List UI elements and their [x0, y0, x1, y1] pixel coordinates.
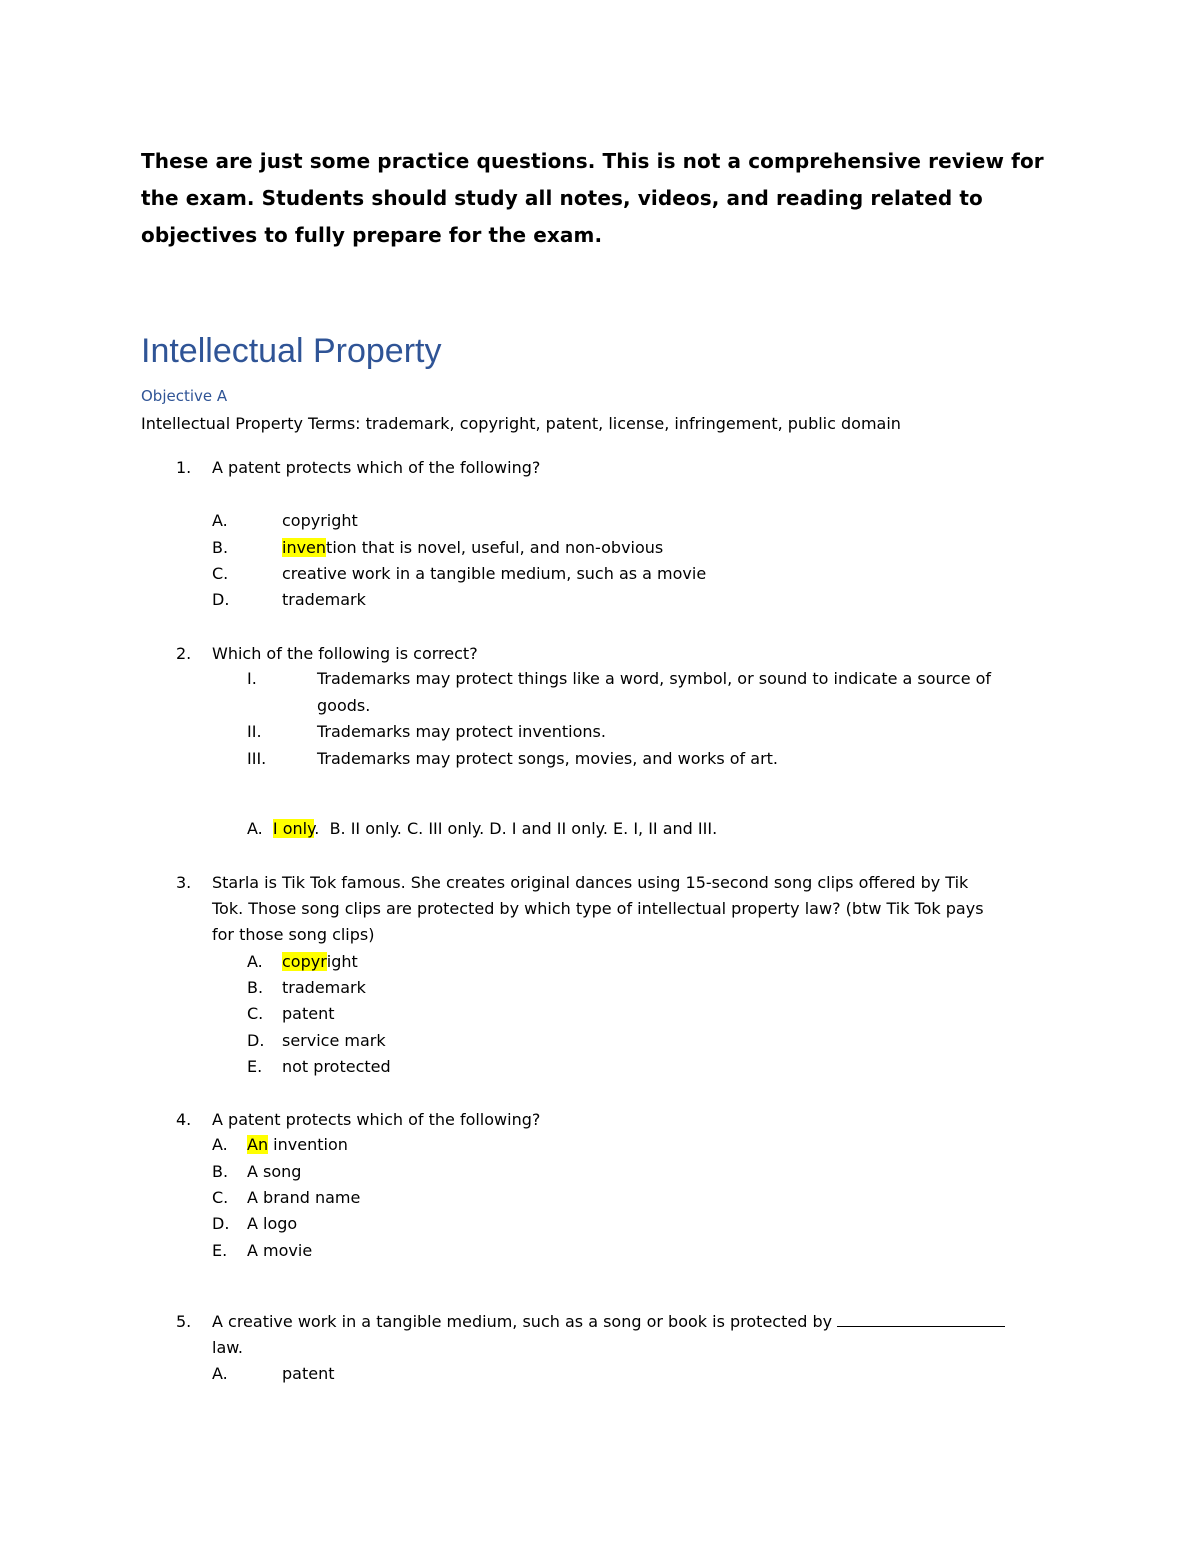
- option-letter: E.: [212, 1241, 228, 1260]
- statement-text: Trademarks may protect songs, movies, and works of art.: [317, 749, 778, 768]
- question-number: 4.: [176, 1110, 192, 1129]
- option-letter: B.: [212, 538, 229, 557]
- terms-line: Intellectual Property Terms: trademark, copyright, patent, license, infringement, public domain: [141, 414, 901, 433]
- option-letter: B.: [247, 978, 264, 997]
- option-letter: D.: [247, 1031, 265, 1050]
- question-3-text-cont: for those song clips): [212, 925, 375, 944]
- option-text: trademark: [282, 978, 366, 997]
- statement-text-cont: goods.: [317, 696, 371, 715]
- option-text: patent: [282, 1004, 335, 1023]
- option-text: service mark: [282, 1031, 386, 1050]
- question-number: 2.: [176, 644, 192, 663]
- statement-numeral: I.: [247, 669, 257, 688]
- option-text: copyright: [282, 511, 358, 530]
- option-letter: D.: [212, 1214, 230, 1233]
- option-text: An invention: [247, 1135, 348, 1154]
- question-number: 1.: [176, 458, 192, 477]
- question-5-text: A creative work in a tangible medium, such as a song or book is protected by: [212, 1309, 1005, 1335]
- highlighted-text: An: [247, 1135, 269, 1154]
- question-number: 5.: [176, 1312, 192, 1331]
- option-text: copyright: [282, 952, 358, 971]
- option-letter: A.: [212, 511, 228, 530]
- statement-numeral: III.: [247, 749, 267, 768]
- option-text: not protected: [282, 1057, 391, 1076]
- question-2-text: Which of the following is correct?: [212, 644, 478, 663]
- option-text: invention that is novel, useful, and non-obvious: [282, 538, 664, 557]
- statement-text: Trademarks may protect things like a word, symbol, or sound to indicate a source of: [317, 669, 992, 688]
- question-4-text: A patent protects which of the following?: [212, 1110, 541, 1129]
- statement-numeral: II.: [247, 722, 262, 741]
- option-text: trademark: [282, 590, 366, 609]
- option-text: patent: [282, 1364, 335, 1383]
- option-letter: C.: [247, 1004, 264, 1023]
- option-letter: A.: [212, 1135, 228, 1154]
- question-5-text-cont: law.: [212, 1338, 243, 1357]
- option-letter: C.: [212, 564, 229, 583]
- question-1-text: A patent protects which of the following?: [212, 458, 541, 477]
- option-letter: C.: [212, 1188, 229, 1207]
- option-letter: A.: [212, 1364, 228, 1383]
- option-letter: A.: [247, 952, 263, 971]
- option-text: A song: [247, 1162, 302, 1181]
- option-letter: D.: [212, 590, 230, 609]
- highlighted-text: inven: [282, 538, 327, 557]
- statement-text: Trademarks may protect inventions.: [317, 722, 606, 741]
- option-letter: E.: [247, 1057, 263, 1076]
- option-text: A logo: [247, 1214, 298, 1233]
- option-text: A brand name: [247, 1188, 361, 1207]
- question-number: 3.: [176, 873, 192, 892]
- answer-choices-line: A. I only. B. II only. C. III only. D. I and II only. E. I, II and III.: [247, 819, 718, 838]
- option-text: creative work in a tangible medium, such as a movie: [282, 564, 707, 583]
- objective-heading: Objective A: [141, 387, 228, 405]
- intro-paragraph: These are just some practice questions. This is not a comprehensive review for the exam. Students should study all notes, videos, and reading related to objectives to fully prepare for the exam.: [141, 149, 1044, 247]
- option-letter: B.: [212, 1162, 229, 1181]
- question-3-text-cont: Tok. Those song clips are protected by which type of intellectual property law? (btw Tik Tok pays: [212, 899, 984, 918]
- question-3-text: Starla is Tik Tok famous. She creates original dances using 15-second song clips offered by Tik: [212, 873, 969, 892]
- fill-in-blank: [837, 1309, 1005, 1327]
- highlighted-text: I only: [272, 819, 315, 838]
- section-heading: Intellectual Property: [141, 332, 442, 370]
- highlighted-text: copyr: [282, 952, 327, 971]
- option-text: A movie: [247, 1241, 313, 1260]
